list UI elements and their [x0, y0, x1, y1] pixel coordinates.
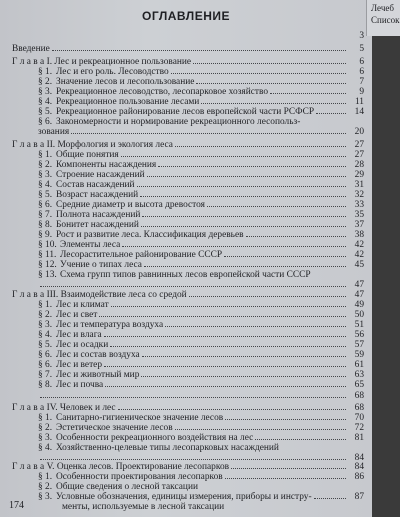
toc-entry-title: Рост и развитие леса. Классификация деревьев — [56, 230, 244, 240]
toc-section-number: § 7. — [38, 370, 53, 380]
dot-leader — [147, 170, 346, 177]
page-title: ОГЛАВЛЕНИЕ — [141, 9, 230, 23]
toc-section-number: § 1. — [38, 472, 53, 482]
toc-entry-title: Хозяйственно-целевые типы лесопарковых насаждений — [56, 443, 279, 453]
toc-section-number: § 1. — [38, 413, 53, 423]
toc-entry-title: Лес и почва — [56, 380, 104, 390]
toc-section-number: § 7. — [38, 210, 53, 220]
toc-page-number: 37 — [354, 220, 364, 230]
toc-page-number: 45 — [354, 260, 364, 270]
toc-page-number: 20 — [354, 127, 364, 137]
dot-leader — [165, 320, 346, 327]
toc-page-number: 35 — [354, 210, 364, 220]
dot-leader — [231, 462, 346, 469]
toc-page-number: 28 — [354, 160, 364, 170]
toc-entry-title: Общие сведения о лесной таксации — [56, 482, 198, 492]
toc-page-number: 84 — [354, 462, 364, 472]
toc-entry-title: Компоненты насаждения — [56, 160, 157, 170]
dot-leader — [158, 160, 346, 167]
toc-section-number: § 5. — [38, 190, 53, 200]
dot-leader — [105, 380, 346, 387]
toc-section-number: § 8. — [38, 220, 53, 230]
toc-entry-title: Рекреационное районирование лесов европейской части РСФСР — [56, 107, 315, 117]
toc-section-number: § 4. — [38, 97, 53, 107]
toc-entry-title: Закономерности и нормирование рекреационного лесопольз- — [56, 117, 301, 127]
dot-leader — [40, 453, 346, 460]
toc-entry-title: Средние диаметр и высота древостоя — [56, 200, 205, 210]
toc-entry-title: Рекреационное пользование лесами — [56, 97, 200, 107]
dot-leader — [207, 200, 346, 207]
dot-leader — [140, 190, 346, 197]
toc-entry-title: зования — [38, 127, 70, 137]
toc-page-number: 56 — [354, 330, 364, 340]
toc-page-number: 9 — [359, 87, 364, 97]
dot-leader — [40, 280, 346, 287]
toc-entry-title: Введение — [12, 44, 50, 54]
toc-page-number: 27 — [354, 150, 364, 160]
toc-page-number: 29 — [354, 170, 364, 180]
dot-leader — [255, 433, 346, 440]
toc-chapter-title: Г л а в а IV. Человек и лес — [12, 403, 116, 413]
dot-leader — [225, 413, 346, 420]
dot-leader — [111, 300, 346, 307]
dot-leader — [201, 97, 346, 104]
toc-section-number: § 3. — [38, 170, 53, 180]
toc-entry-title: Учение о типах леса — [60, 260, 142, 270]
page-number: 174 — [9, 500, 24, 511]
toc-entry-row — [38, 380, 364, 391]
toc-section-number: § 3. — [38, 320, 53, 330]
toc-section-number: § 2. — [38, 482, 53, 492]
toc-page-number: 14 — [354, 107, 364, 117]
toc-entry-title: Лес и осадки — [56, 340, 109, 350]
toc-entry-title: Строение насаждений — [56, 170, 145, 180]
dot-leader — [175, 423, 346, 430]
toc-page-number: 38 — [354, 230, 364, 240]
dot-leader — [118, 403, 346, 410]
dot-leader — [142, 350, 346, 357]
toc-section-number: § 4. — [38, 330, 53, 340]
toc-entry-title: Элементы леса — [60, 240, 121, 250]
toc-section-number: § 5. — [38, 107, 53, 117]
toc-section-number: § 1. — [38, 67, 53, 77]
toc-entry-title: Лес и ветер — [56, 360, 103, 370]
toc-page-number: 81 — [354, 433, 364, 443]
toc-section-number: § 4. — [38, 443, 53, 453]
toc-page-number: 68 — [354, 403, 364, 413]
toc-section-number: § 4. — [38, 180, 53, 190]
toc-page-number: 7 — [359, 77, 364, 87]
toc-section-number: § 2. — [38, 77, 53, 87]
toc-page-number: 5 — [359, 44, 364, 54]
toc-section-number: § 6. — [38, 360, 53, 370]
toc-section-number: § 12. — [38, 260, 57, 270]
toc-page-number: 49 — [354, 300, 364, 310]
toc-page-number: 57 — [354, 340, 364, 350]
toc-page-number: 42 — [354, 250, 364, 260]
dot-leader — [141, 220, 346, 227]
dot-leader — [225, 472, 346, 479]
toc-entry-title: Лес и свет — [56, 310, 98, 320]
toc-entry-title: Лес и его роль. Лесоводство — [56, 67, 169, 77]
dot-leader — [52, 44, 346, 51]
adjacent-page-line: Лечеб — [371, 3, 394, 13]
toc-top-page-number: 3 — [359, 31, 364, 41]
toc-entry-title: Общие понятия — [56, 150, 119, 160]
toc-page-number: 68 — [354, 391, 364, 401]
toc-page-number: 6 — [359, 57, 364, 67]
toc-entry-title: Особенности рекреационного воздействия на лес — [56, 433, 254, 443]
toc-section-number: § 6. — [38, 117, 53, 127]
dot-leader — [270, 87, 346, 94]
toc-page-number: 31 — [354, 180, 364, 190]
toc-page-number: 86 — [354, 472, 364, 482]
toc-page-number: 59 — [354, 350, 364, 360]
dot-leader — [142, 210, 346, 217]
toc-page-number: 50 — [354, 310, 364, 320]
toc-entry-title: Лес и влага — [56, 330, 102, 340]
toc-entry-title: Полнота насаждений — [56, 210, 141, 220]
dot-leader — [122, 240, 346, 247]
toc-entry-title: Лес и климат — [56, 300, 109, 310]
toc-entry-title: Лес и температура воздуха — [56, 320, 164, 330]
toc-section-number: § 8. — [38, 380, 53, 390]
toc-chapter-title: Г л а в а V. Оценка лесов. Проектирование лесопарков — [12, 462, 230, 472]
toc-entry-title: менты, используемые в лесной таксации — [62, 502, 225, 512]
dot-leader — [189, 290, 346, 297]
toc-entry-title: Санитарно-гигиеническое значение лесов — [56, 413, 224, 423]
toc-section-number: § 3. — [38, 433, 53, 443]
toc-page-number: 47 — [354, 280, 364, 290]
dot-leader — [40, 391, 346, 398]
toc-entry-title: Особенности проектирования лесопарков — [56, 472, 223, 482]
dot-leader — [121, 150, 346, 157]
toc-entry-title: Рекреационное лесоводство, лесопарковое хозяйство — [56, 87, 269, 97]
toc-entry-row — [62, 502, 364, 513]
toc-entry-title: Возраст насаждений — [56, 190, 139, 200]
dot-leader — [141, 370, 346, 377]
dot-leader — [104, 360, 346, 367]
toc-page-number: 84 — [354, 453, 364, 463]
dot-leader — [246, 230, 346, 237]
toc-chapter-title: Г л а в а I. Лес и рекреационное пользование — [12, 57, 192, 67]
dot-leader — [316, 107, 346, 114]
toc-section-number: § 6. — [38, 350, 53, 360]
toc-entry-title: Условные обозначения, единицы измерения, приборы и инстру- — [56, 492, 312, 502]
toc-page-number: 32 — [354, 190, 364, 200]
toc-page-number: 6 — [359, 67, 364, 77]
toc-entry-title: Значение лесов и лесопользование — [56, 77, 195, 87]
toc-entry-title: Схема групп типов равнинных лесов европейской части СССР — [60, 270, 311, 280]
dot-leader — [99, 310, 346, 317]
toc-page-number: 27 — [354, 140, 364, 150]
toc-entry-title: Лес и состав воздуха — [56, 350, 140, 360]
toc-entry-title: Лесорастительное районирование СССР — [60, 250, 223, 260]
toc-section-number: § 6. — [38, 200, 53, 210]
dot-leader — [137, 180, 346, 187]
dot-leader — [193, 57, 346, 64]
toc-section-number: § 5. — [38, 340, 53, 350]
dot-leader — [104, 330, 346, 337]
toc-page-number: 33 — [354, 200, 364, 210]
toc-section-number: § 1. — [38, 150, 53, 160]
toc-section-number: § 1. — [38, 300, 53, 310]
dot-leader — [314, 492, 346, 499]
toc-entry-title: Эстетическое значение лесов — [56, 423, 173, 433]
dot-leader — [175, 140, 346, 147]
dot-leader — [224, 250, 346, 257]
toc-section-number: § 2. — [38, 423, 53, 433]
toc-entry-title: Лес и животный мир — [56, 370, 140, 380]
toc-section-number: § 11. — [38, 250, 57, 260]
toc-page-number: 47 — [354, 290, 364, 300]
toc-page-number: 51 — [354, 320, 364, 330]
toc-page-number: 42 — [354, 240, 364, 250]
toc-page-number: 61 — [354, 360, 364, 370]
toc-section-number: § 10. — [38, 240, 57, 250]
toc-section-number: § 2. — [38, 160, 53, 170]
adjacent-page-fragment — [366, 0, 400, 36]
toc-page-number: 63 — [354, 370, 364, 380]
toc-entry-row — [38, 391, 364, 402]
toc-chapter-title: Г л а в а III. Взаимодействие леса со средой — [12, 290, 187, 300]
toc-entry-row — [12, 44, 364, 55]
toc-entry-row — [38, 127, 364, 138]
toc-section-number: § 3. — [38, 492, 53, 502]
toc-section-number: § 2. — [38, 310, 53, 320]
dot-leader — [71, 127, 346, 134]
dot-leader — [144, 260, 346, 267]
toc-chapter-title: Г л а в а II. Морфология и экология леса — [12, 140, 173, 150]
toc-page-number: 70 — [354, 413, 364, 423]
toc-entry-title: Бонитет насаждений — [56, 220, 139, 230]
toc-page-number: 11 — [354, 97, 364, 107]
toc-section-number: § 3. — [38, 87, 53, 97]
adjacent-page-line: Список — [371, 15, 400, 25]
toc-section-number: § 9. — [38, 230, 53, 240]
toc-page-number: 65 — [354, 380, 364, 390]
dot-leader — [171, 67, 346, 74]
dot-leader — [110, 340, 346, 347]
toc-section-number: § 13. — [38, 270, 57, 280]
toc-page-number: 87 — [354, 492, 364, 502]
toc-page-number: 72 — [354, 423, 364, 433]
toc-entry-title: Состав насаждений — [56, 180, 135, 190]
dot-leader — [196, 77, 346, 84]
